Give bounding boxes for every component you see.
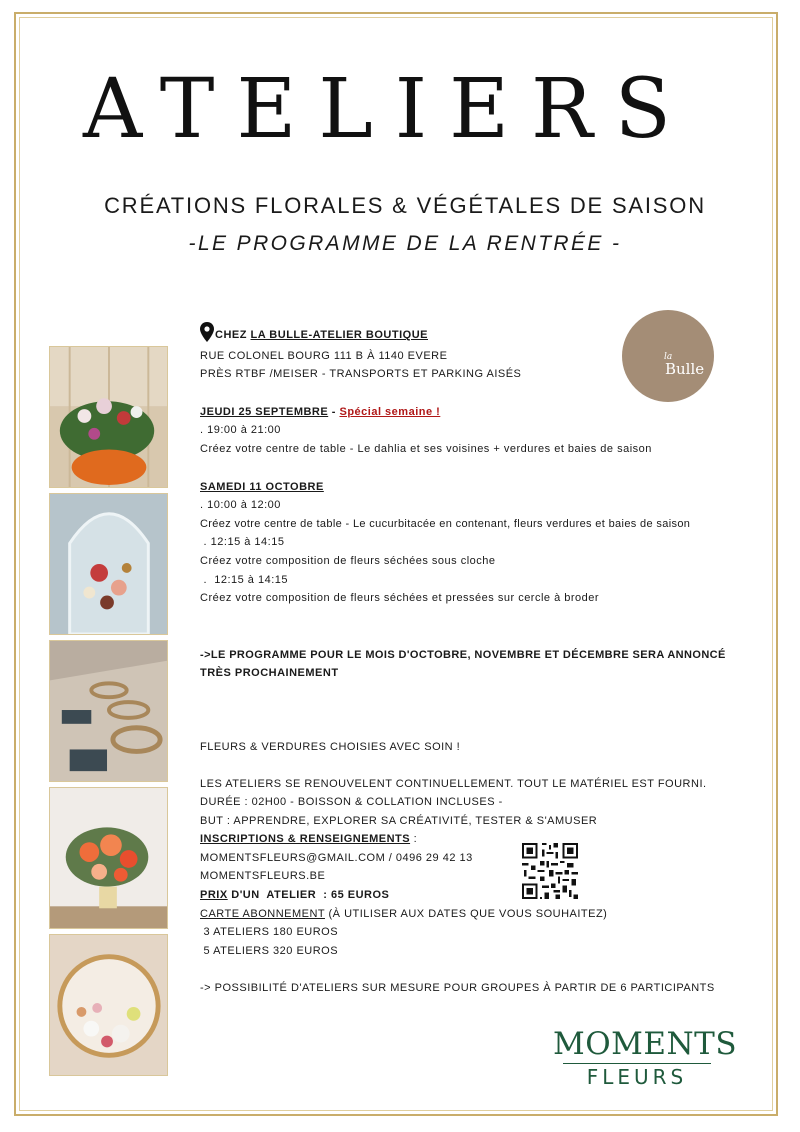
announcement-line-2: TRÈS PROCHAINEMENT (200, 667, 339, 680)
fleurs-note: FLEURS & VERDURES CHOISIES AVEC SOIN ! (200, 740, 461, 753)
subtitle: CRÉATIONS FLORALES & VÉGÉTALES DE SAISON (104, 193, 706, 218)
duree-note: DURÉE : 02H00 - BOISSON & COLLATION INCLUSES - (200, 796, 503, 809)
access-info: PRÈS RTBF /MEISER - TRANSPORTS ET PARKING AISÉS (200, 368, 522, 381)
session-2-slot-3-desc: Créez votre composition de fleurs séchées et pressées sur cercle à broder (200, 592, 600, 605)
brand-fleurs: FLEURS (586, 1065, 688, 1089)
session-2-slot-3-time: . 12:15 à 14:15 (200, 573, 289, 586)
photo-pumpkin-arrangement (49, 346, 168, 488)
session-2-slot-1-desc: Créez votre centre de table - Le cucurbitacée en contenant, fleurs verdures et baies de saison (200, 517, 691, 530)
brand-moments: MOMENTS (553, 1026, 738, 1062)
logo-bulle-text: Bulle (665, 360, 705, 378)
session-2-slot-1-time: . 10:00 à 12:00 (200, 499, 281, 512)
moments-fleurs-logo (553, 1026, 738, 1089)
prix-text: D'UN ATELIER : 65 EUROS (227, 889, 390, 902)
carte-label: CARTE ABONNEMENT (200, 907, 325, 920)
session-2-date: SAMEDI 11 OCTOBRE (200, 480, 324, 493)
location-line (200, 322, 785, 345)
but-note: BUT : APPRENDRE, EXPLORER SA CRÉATIVITÉ, TESTER & S'AMUSER (200, 814, 598, 827)
inscriptions-label: INSCRIPTIONS & RENSEIGNEMENTS (200, 833, 411, 846)
location-prefix: CHEZ (215, 329, 251, 341)
session-2-slot-2-time: . 12:15 à 14:15 (200, 536, 285, 549)
session-1-special: Spécial semaine ! (339, 405, 441, 418)
session-2-slot-2-desc: Créez votre composition de fleurs séchées sous cloche (200, 554, 496, 567)
session-1-date: JEUDI 25 SEPTEMBRE (200, 405, 329, 418)
abo-3: 3 ATELIERS 180 EUROS (200, 926, 339, 939)
page-title: ATELIERS (83, 62, 693, 157)
photo-cloche (49, 493, 168, 635)
carte-text: (À UTILISER AUX DATES QUE VOUS SOUHAITEZ) (324, 907, 608, 920)
brand-divider (563, 1063, 711, 1064)
renouvelent-note: LES ATELIERS SE RENOUVELENT CONTINUELLEMENT. TOUT LE MATÉRIEL EST FOURNI. (200, 777, 707, 790)
inscriptions-line (200, 830, 785, 849)
abo-5: 5 ATELIERS 320 EUROS (200, 944, 339, 957)
photo-embroidery-hoop (49, 934, 168, 1076)
contact-line[interactable]: MOMENTSFLEURS@GMAIL.COM / 0496 29 42 13 (200, 851, 473, 864)
inscriptions-colon: : (410, 833, 418, 846)
photo-workshop-table (49, 640, 168, 782)
website-link[interactable]: MOMENTSFLEURS.BE (200, 870, 326, 883)
venue-name: LA BULLE-ATELIER BOUTIQUE (250, 329, 428, 341)
location-pin-icon (200, 322, 214, 342)
logo-la-text: la (664, 352, 673, 362)
program-subtitle: -LE PROGRAMME DE LA RENTRÉE - (188, 232, 622, 255)
session-1-header (200, 403, 785, 422)
session-1-slot-1-time: . 19:00 à 21:00 (200, 424, 281, 437)
announcement-line-1: ->LE PROGRAMME POUR LE MOIS D'OCTOBRE, NOVEMBRE ET DÉCEMBRE SERA ANNONCÉ (200, 648, 726, 661)
qr-code[interactable] (522, 843, 578, 899)
prix-line (200, 886, 785, 905)
photo-dahlia-bouquet (49, 787, 168, 929)
prix-label: PRIX (200, 889, 228, 902)
address: RUE COLONEL BOURG 111 B À 1140 EVERE (200, 349, 448, 362)
session-1-slot-1-desc: Créez votre centre de table - Le dahlia et ses voisines + verdures et baies de saison (200, 442, 652, 455)
carte-line (200, 905, 785, 924)
session-1-sep: - (328, 405, 340, 418)
photo-column (49, 346, 168, 1081)
program-content (200, 322, 785, 998)
groupes-note: -> POSSIBILITÉ D'ATELIERS SUR MESURE POUR GROUPES À PARTIR DE 6 PARTICIPANTS (200, 982, 715, 995)
